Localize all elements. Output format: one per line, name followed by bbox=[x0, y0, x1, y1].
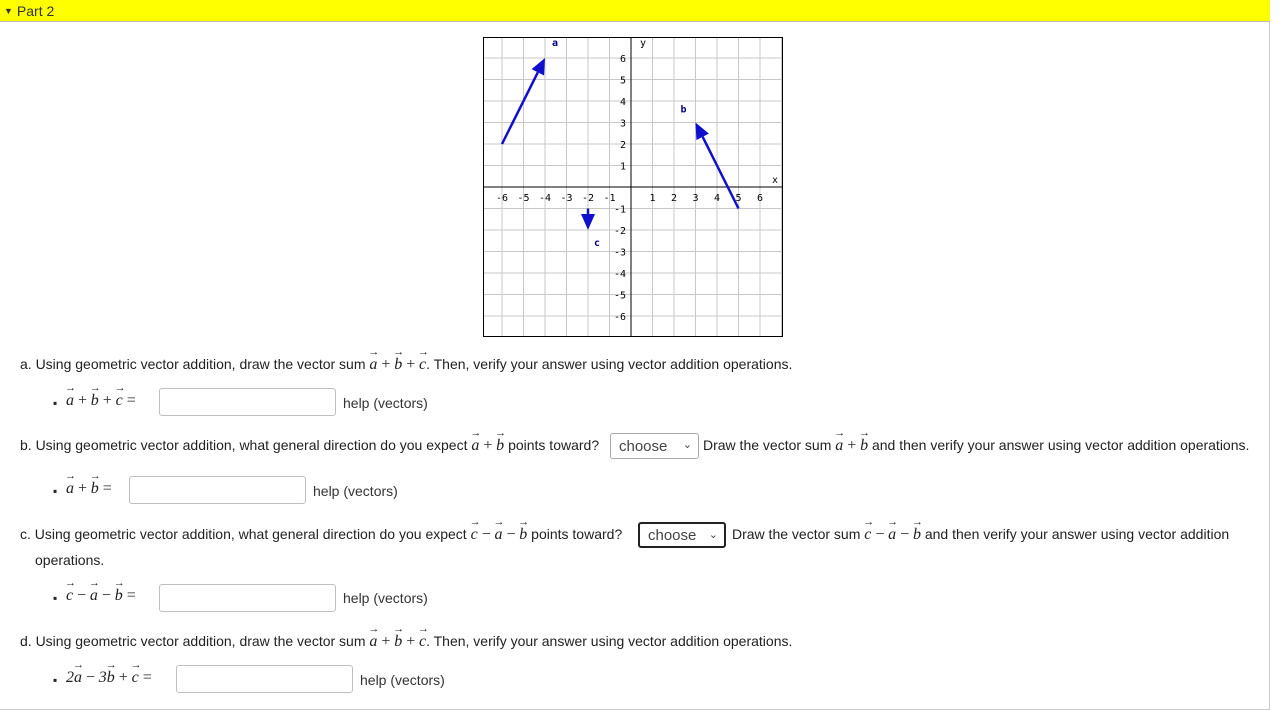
y-tick-label: -4 bbox=[613, 269, 626, 280]
bullet: ▪ bbox=[53, 484, 58, 498]
x-tick-label: 2 bbox=[670, 193, 678, 204]
y-tick-label: 3 bbox=[619, 118, 626, 130]
bullet: ▪ bbox=[53, 591, 58, 605]
question-d bbox=[20, 633, 792, 651]
x-axis-label: x bbox=[771, 175, 779, 186]
vector-b-label: b bbox=[680, 104, 687, 116]
y-tick-label: 6 bbox=[619, 54, 626, 65]
part-header[interactable] bbox=[0, 0, 1270, 22]
coef-a: 2 bbox=[66, 669, 74, 686]
vector-graph bbox=[483, 37, 783, 337]
help-vectors-link-c[interactable]: help (vectors) bbox=[343, 590, 428, 606]
x-tick-label: 1 bbox=[649, 193, 656, 204]
y-tick-label: -3 bbox=[613, 247, 626, 259]
question-c-after-select: Draw the vector sum bbox=[732, 526, 861, 542]
question-a-suffix: . Then, verify your answer using vector addition operations. bbox=[426, 356, 793, 372]
answer-d-input[interactable] bbox=[176, 665, 353, 693]
direction-select-c-value: choose bbox=[648, 526, 697, 544]
direction-select-c[interactable] bbox=[638, 522, 726, 548]
question-c-line2: operations. bbox=[35, 552, 105, 568]
question-b bbox=[20, 437, 599, 455]
x-tick-label: -1 bbox=[603, 193, 616, 204]
y-tick-label: 4 bbox=[619, 97, 626, 108]
expr-a-plus-b: a → + b → bbox=[471, 437, 504, 454]
question-b-suffix: and then verify your answer using vector addition operations. bbox=[871, 437, 1250, 453]
bullet: ▪ bbox=[53, 396, 58, 410]
expr-a-plus-b-2: a → + b → bbox=[835, 437, 868, 454]
help-vectors-link-d[interactable]: help (vectors) bbox=[360, 672, 445, 688]
question-c-suffix: and then verify your answer using vector addition bbox=[924, 526, 1230, 542]
question-b-tail bbox=[703, 437, 1249, 455]
direction-select-b[interactable] bbox=[610, 433, 699, 459]
bullet: ▪ bbox=[53, 673, 58, 687]
chevron-down-icon: ⌄ bbox=[708, 529, 718, 541]
help-vectors-link-a[interactable]: help (vectors) bbox=[343, 395, 428, 411]
x-tick-label: -3 bbox=[560, 193, 573, 204]
part-title: Part 2 bbox=[16, 2, 55, 19]
chevron-down-icon: ⌄ bbox=[682, 439, 692, 451]
vector-c-label: c bbox=[593, 238, 601, 249]
question-b-mid: points toward? bbox=[508, 437, 600, 453]
expr-a-plus-b-plus-c-d: a → + b → + c → bbox=[369, 633, 426, 650]
question-a-prefix: a. Using geometric vector addition, draw the vector sum bbox=[20, 356, 366, 372]
vector-a-label: a bbox=[551, 38, 559, 49]
y-tick-label: -6 bbox=[613, 312, 626, 323]
y-tick-label: 5 bbox=[619, 75, 626, 87]
x-tick-label: 6 bbox=[756, 193, 764, 204]
help-vectors-link-b[interactable]: help (vectors) bbox=[313, 483, 398, 499]
question-a bbox=[20, 356, 792, 374]
answer-a-input[interactable] bbox=[159, 388, 336, 416]
y-tick-label: -2 bbox=[613, 226, 626, 237]
answer-d-label: 2a → − 3b → + c → = bbox=[66, 669, 156, 687]
x-tick-label: 4 bbox=[713, 193, 721, 204]
question-b-prefix: b. Using geometric vector addition, what general direction do you expect bbox=[20, 437, 468, 453]
answer-c-input[interactable] bbox=[159, 584, 336, 612]
x-tick-label: -6 bbox=[495, 193, 509, 204]
answer-c-label: c → − a → − b → = bbox=[66, 587, 140, 605]
collapse-triangle-icon[interactable]: ▼ bbox=[4, 5, 13, 16]
direction-select-b-value: choose bbox=[619, 437, 668, 455]
question-c bbox=[20, 526, 622, 544]
y-axis-label: y bbox=[639, 38, 647, 49]
x-tick-label: 5 bbox=[735, 193, 742, 204]
answer-b-input[interactable] bbox=[129, 476, 306, 504]
question-c-tail bbox=[732, 526, 1229, 544]
y-tick-label: 1 bbox=[619, 161, 626, 173]
y-tick-label: -5 bbox=[613, 290, 626, 302]
expr-c-minus-a-minus-b-2: c → − a → − b → bbox=[864, 526, 921, 543]
coef-b: 3 bbox=[98, 669, 107, 686]
question-c-prefix: c. Using geometric vector addition, what general direction do you expect bbox=[20, 526, 467, 542]
answer-b-label: a → + b → = bbox=[66, 480, 116, 498]
question-d-suffix: . Then, verify your answer using vector addition operations. bbox=[426, 633, 793, 649]
y-tick-label: 2 bbox=[619, 140, 626, 151]
x-tick-label: -4 bbox=[538, 193, 552, 204]
x-tick-label: -2 bbox=[581, 193, 595, 204]
question-c-mid: points toward? bbox=[531, 526, 623, 542]
expr-c-minus-a-minus-b: c → − a → − b → bbox=[471, 526, 528, 543]
expr-a-plus-b-plus-c: a → + b → + c → bbox=[369, 356, 426, 373]
x-tick-label: -5 bbox=[517, 193, 530, 204]
y-tick-label: -1 bbox=[613, 204, 626, 216]
question-d-prefix: d. Using geometric vector addition, draw the vector sum bbox=[20, 633, 366, 649]
x-tick-label: 3 bbox=[692, 193, 699, 204]
answer-a-label: a → + b → + c → = bbox=[66, 392, 140, 410]
question-b-after-select: Draw the vector sum bbox=[703, 437, 832, 453]
